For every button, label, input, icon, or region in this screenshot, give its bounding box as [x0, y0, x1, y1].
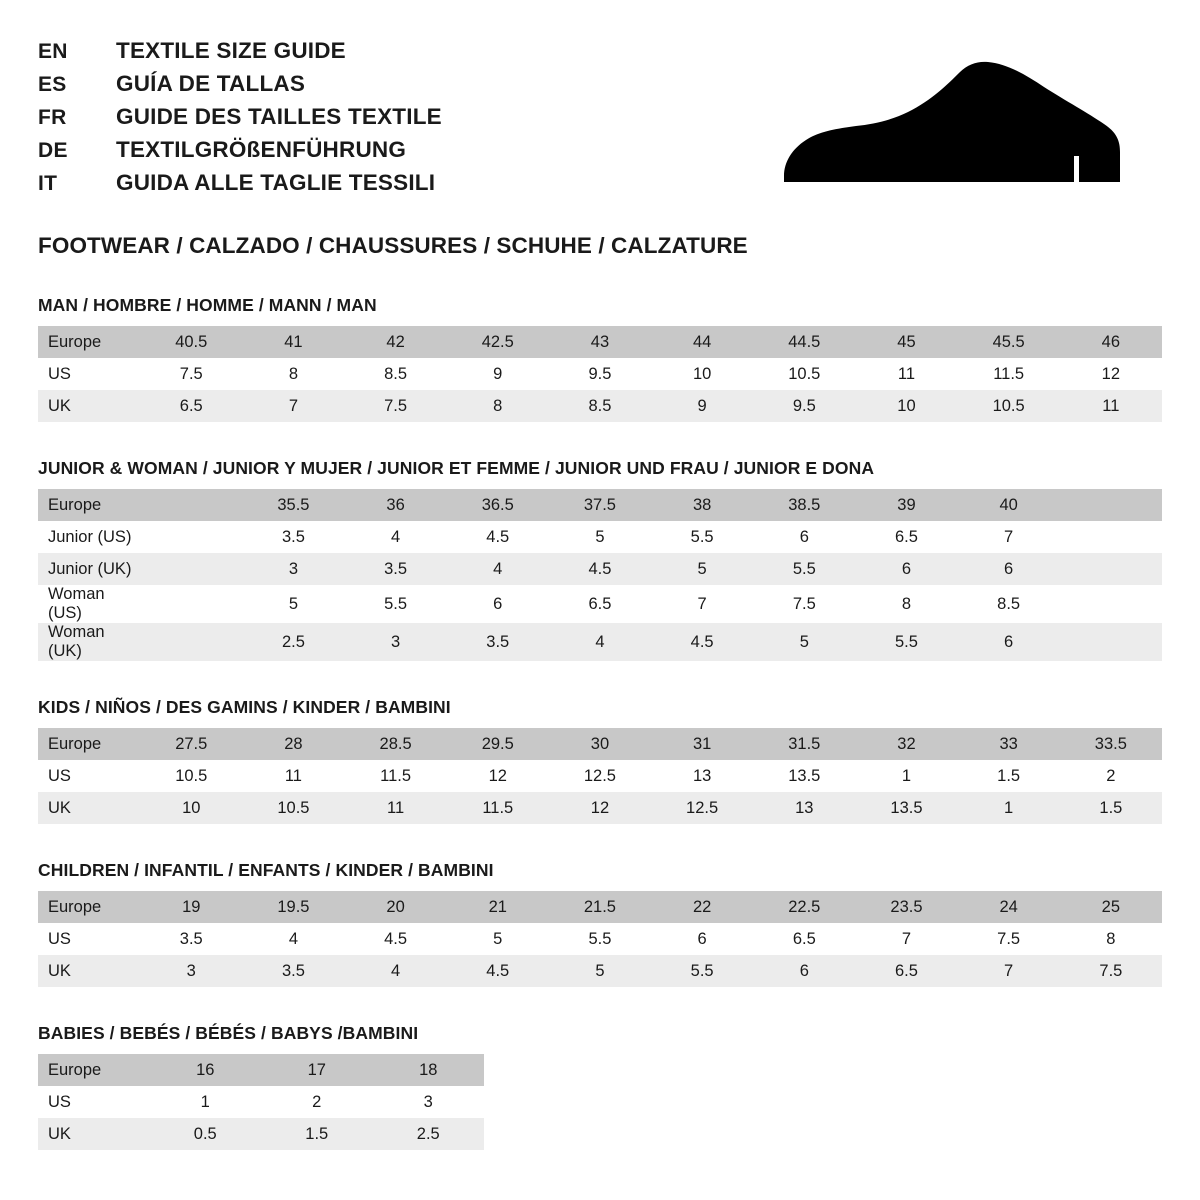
cell: 6: [651, 923, 753, 955]
row-label: US: [38, 923, 140, 955]
table-row: [38, 489, 1162, 521]
table-row: [38, 1054, 484, 1086]
cell: 1: [855, 760, 957, 792]
size-group-kids: [38, 697, 1162, 824]
cell: [140, 489, 242, 521]
cell: 41: [242, 326, 344, 358]
size-group-man: [38, 295, 1162, 422]
size-group-children: [38, 860, 1162, 987]
cell: 8: [855, 585, 957, 623]
size-group-babies: [38, 1023, 1162, 1150]
cell: 29.5: [447, 728, 549, 760]
cell: [140, 623, 242, 661]
table-row: [38, 728, 1162, 760]
row-label: US: [38, 358, 140, 390]
language-row: [38, 71, 442, 104]
cell: 11: [345, 792, 447, 824]
cell: 5: [549, 955, 651, 987]
cell: 3.5: [447, 623, 549, 661]
cell: 4.5: [447, 955, 549, 987]
cell: 5.5: [753, 553, 855, 585]
cell: 22.5: [753, 891, 855, 923]
cell: 33: [958, 728, 1060, 760]
cell: 2.5: [373, 1118, 485, 1150]
cell: 0.5: [150, 1118, 262, 1150]
language-code: DE: [38, 139, 68, 162]
cell: 8: [1060, 923, 1162, 955]
size-table: [38, 326, 1162, 422]
language-code: ES: [38, 73, 67, 96]
cell: 6: [753, 955, 855, 987]
cell: 5.5: [855, 623, 957, 661]
cell: [140, 553, 242, 585]
cell: 2: [1060, 760, 1162, 792]
cell: 10: [140, 792, 242, 824]
table-row: [38, 760, 1162, 792]
cell: 10.5: [140, 760, 242, 792]
cell: 6.5: [855, 521, 957, 553]
cell: 8.5: [958, 585, 1060, 623]
cell: 18: [373, 1054, 485, 1086]
cell: 6: [958, 553, 1060, 585]
cell: 2: [261, 1086, 373, 1118]
row-label: UK: [38, 792, 140, 824]
table-row: [38, 1086, 484, 1118]
cell: 4: [345, 521, 447, 553]
cell: 4: [345, 955, 447, 987]
cell: 4.5: [447, 521, 549, 553]
cell: 5: [651, 553, 753, 585]
cell: 7: [651, 585, 753, 623]
row-label: US: [38, 1086, 150, 1118]
cell: 6.5: [855, 955, 957, 987]
cell: 28.5: [345, 728, 447, 760]
cell: 7.5: [1060, 955, 1162, 987]
cell: [1060, 553, 1162, 585]
cell: 4.5: [651, 623, 753, 661]
cell: 3: [242, 553, 344, 585]
cell: 7: [242, 390, 344, 422]
cell: 13: [753, 792, 855, 824]
cell: 1: [150, 1086, 262, 1118]
cell: 10.5: [958, 390, 1060, 422]
cell: 7: [958, 521, 1060, 553]
cell: 4: [447, 553, 549, 585]
cell: 46: [1060, 326, 1162, 358]
cell: 4.5: [345, 923, 447, 955]
row-label: Europe: [38, 326, 140, 358]
language-title: GUÍA DE TALLAS: [116, 71, 306, 96]
language-title: TEXTILE SIZE GUIDE: [116, 38, 346, 63]
dress-shoe-icon: [772, 60, 1132, 185]
cell: 36: [345, 489, 447, 521]
cell: 10: [855, 390, 957, 422]
cell: [1060, 521, 1162, 553]
row-label: US: [38, 760, 140, 792]
cell: 37.5: [549, 489, 651, 521]
language-row: [38, 38, 442, 71]
group-title: KIDS / NIÑOS / DES GAMINS / KINDER / BAMBINI: [38, 697, 451, 717]
cell: 44: [651, 326, 753, 358]
cell: [1060, 623, 1162, 661]
cell: 38.5: [753, 489, 855, 521]
cell: 32: [855, 728, 957, 760]
cell: 27.5: [140, 728, 242, 760]
cell: 25: [1060, 891, 1162, 923]
cell: 7.5: [958, 923, 1060, 955]
cell: 16: [150, 1054, 262, 1086]
cell: 33.5: [1060, 728, 1162, 760]
cell: 3.5: [242, 521, 344, 553]
cell: 5: [549, 521, 651, 553]
table-row: [38, 585, 1162, 623]
table-row: [38, 553, 1162, 585]
cell: 38: [651, 489, 753, 521]
cell: 6: [855, 553, 957, 585]
cell: 12.5: [549, 760, 651, 792]
language-title: TEXTILGRÖßENFÜHRUNG: [116, 137, 407, 162]
cell: 9: [447, 358, 549, 390]
cell: 13.5: [855, 792, 957, 824]
cell: 40.5: [140, 326, 242, 358]
row-label: UK: [38, 390, 140, 422]
cell: 3: [345, 623, 447, 661]
cell: 30: [549, 728, 651, 760]
cell: 19.5: [242, 891, 344, 923]
row-label: Europe: [38, 891, 140, 923]
cell: 6: [753, 521, 855, 553]
cell: 7.5: [345, 390, 447, 422]
cell: 13: [651, 760, 753, 792]
size-table: [38, 728, 1162, 824]
cell: 11: [855, 358, 957, 390]
size-table: [38, 489, 1162, 661]
table-row: [38, 521, 1162, 553]
row-label: Woman (UK): [38, 623, 140, 661]
table-row: [38, 1118, 484, 1150]
cell: 8.5: [345, 358, 447, 390]
table-row: [38, 792, 1162, 824]
cell: 1: [958, 792, 1060, 824]
language-title-list: [38, 38, 442, 203]
row-label: Junior (US): [38, 521, 140, 553]
group-title: CHILDREN / INFANTIL / ENFANTS / KINDER / BAMBINI: [38, 860, 494, 880]
cell: 6.5: [549, 585, 651, 623]
cell: 3.5: [345, 553, 447, 585]
cell: 21: [447, 891, 549, 923]
cell: 10.5: [753, 358, 855, 390]
size-group-junior-woman: [38, 458, 1162, 661]
size-table: [38, 1054, 484, 1150]
cell: 9.5: [753, 390, 855, 422]
cell: 11: [242, 760, 344, 792]
cell: 5: [242, 585, 344, 623]
cell: 31.5: [753, 728, 855, 760]
cell: 5.5: [651, 521, 753, 553]
cell: 3.5: [242, 955, 344, 987]
cell: [1060, 489, 1162, 521]
group-title: JUNIOR & WOMAN / JUNIOR Y MUJER / JUNIOR ET FEMME / JUNIOR UND FRAU / JUNIOR E DONA: [38, 458, 875, 478]
cell: 39: [855, 489, 957, 521]
cell: 12.5: [651, 792, 753, 824]
cell: 11.5: [958, 358, 1060, 390]
cell: 12: [1060, 358, 1162, 390]
row-label: Europe: [38, 489, 140, 521]
cell: 28: [242, 728, 344, 760]
table-row: [38, 623, 1162, 661]
cell: 7.5: [140, 358, 242, 390]
cell: 7: [958, 955, 1060, 987]
cell: 12: [549, 792, 651, 824]
cell: 5.5: [345, 585, 447, 623]
cell: 3: [140, 955, 242, 987]
cell: 8: [447, 390, 549, 422]
cell: 12: [447, 760, 549, 792]
cell: 42: [345, 326, 447, 358]
cell: 2.5: [242, 623, 344, 661]
language-title: GUIDA ALLE TAGLIE TESSILI: [116, 170, 436, 195]
language-code: IT: [38, 172, 58, 195]
cell: 20: [345, 891, 447, 923]
cell: 11.5: [345, 760, 447, 792]
row-label: Europe: [38, 1054, 150, 1086]
cell: 45.5: [958, 326, 1060, 358]
cell: 11: [1060, 390, 1162, 422]
page-header: [38, 30, 1162, 203]
cell: 43: [549, 326, 651, 358]
cell: 6.5: [140, 390, 242, 422]
table-row: [38, 326, 1162, 358]
row-label: UK: [38, 955, 140, 987]
table-row: [38, 891, 1162, 923]
cell: 23.5: [855, 891, 957, 923]
cell: 1.5: [1060, 792, 1162, 824]
cell: 31: [651, 728, 753, 760]
row-label: UK: [38, 1118, 150, 1150]
language-code: FR: [38, 106, 67, 129]
cell: 7: [855, 923, 957, 955]
cell: 6: [958, 623, 1060, 661]
cell: 3: [373, 1086, 485, 1118]
cell: 44.5: [753, 326, 855, 358]
cell: 19: [140, 891, 242, 923]
cell: 45: [855, 326, 957, 358]
group-title: BABIES / BEBÉS / BÉBÉS / BABYS /BAMBINI: [38, 1023, 419, 1043]
cell: 22: [651, 891, 753, 923]
cell: 8.5: [549, 390, 651, 422]
cell: 4: [549, 623, 651, 661]
cell: 10.5: [242, 792, 344, 824]
cell: 1.5: [261, 1118, 373, 1150]
cell: 40: [958, 489, 1060, 521]
table-row: [38, 358, 1162, 390]
cell: 5.5: [651, 955, 753, 987]
cell: 17: [261, 1054, 373, 1086]
cell: 3.5: [140, 923, 242, 955]
cell: 9: [651, 390, 753, 422]
size-table: [38, 891, 1162, 987]
cell: 36.5: [447, 489, 549, 521]
cell: 10: [651, 358, 753, 390]
table-row: [38, 923, 1162, 955]
table-row: [38, 390, 1162, 422]
cell: 4.5: [549, 553, 651, 585]
cell: 42.5: [447, 326, 549, 358]
cell: 7.5: [753, 585, 855, 623]
cell: 6.5: [753, 923, 855, 955]
language-row: [38, 104, 442, 137]
cell: 8: [242, 358, 344, 390]
row-label: Junior (UK): [38, 553, 140, 585]
cell: 6: [447, 585, 549, 623]
cell: 11.5: [447, 792, 549, 824]
language-code: EN: [38, 40, 68, 63]
cell: 35.5: [242, 489, 344, 521]
language-title: GUIDE DES TAILLES TEXTILE: [116, 104, 442, 129]
cell: 5: [447, 923, 549, 955]
cell: 13.5: [753, 760, 855, 792]
cell: 4: [242, 923, 344, 955]
language-row: [38, 170, 442, 203]
cell: [140, 521, 242, 553]
cell: [1060, 585, 1162, 623]
cell: 9.5: [549, 358, 651, 390]
language-row: [38, 137, 442, 170]
group-title: MAN / HOMBRE / HOMME / MANN / MAN: [38, 295, 377, 315]
cell: 21.5: [549, 891, 651, 923]
row-label: Europe: [38, 728, 140, 760]
cell: 24: [958, 891, 1060, 923]
cell: 1.5: [958, 760, 1060, 792]
cell: [140, 585, 242, 623]
row-label: Woman (US): [38, 585, 140, 623]
cell: 5: [753, 623, 855, 661]
footwear-section-heading: FOOTWEAR / CALZADO / CHAUSSURES / SCHUHE / CALZATURE: [38, 233, 748, 258]
table-row: [38, 955, 1162, 987]
cell: 5.5: [549, 923, 651, 955]
